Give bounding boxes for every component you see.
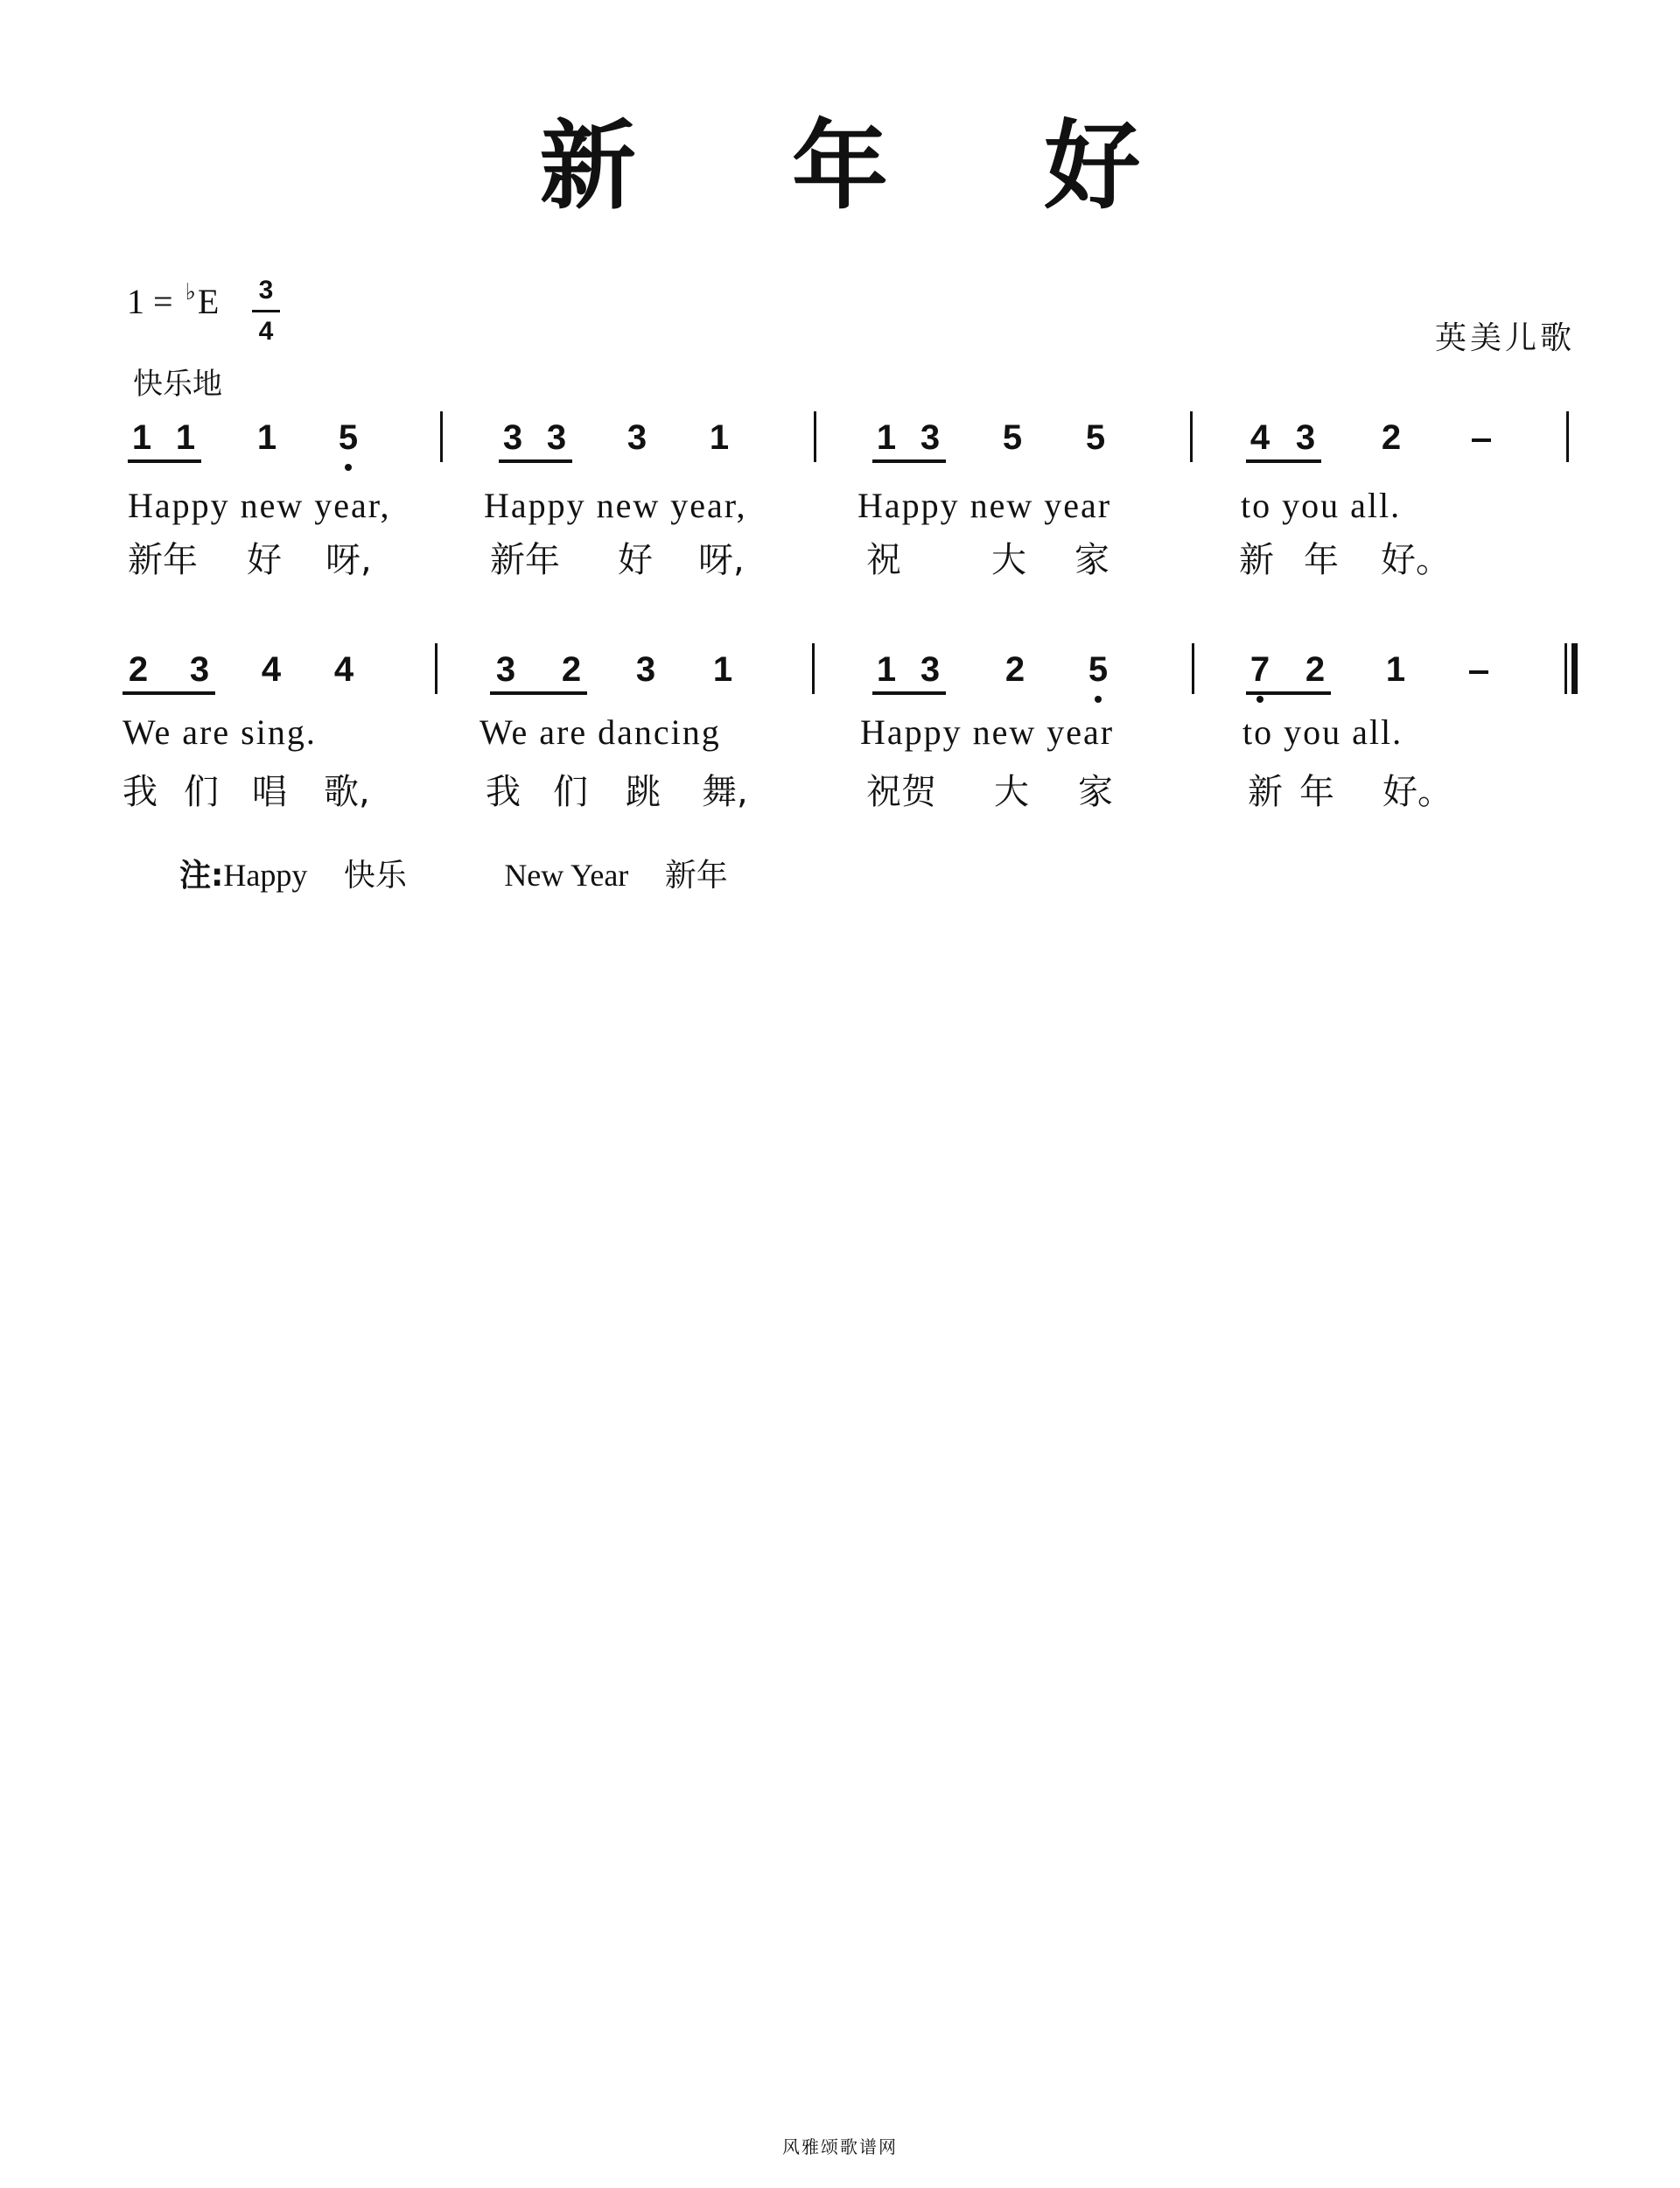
low-octave-dot (1095, 696, 1102, 703)
low-octave-dot (1256, 696, 1264, 703)
beam (1246, 459, 1321, 463)
note: 2 (561, 650, 582, 689)
lyric-chinese: 新年 (128, 540, 198, 580)
note: 5 (1002, 418, 1023, 457)
time-signature-line (252, 310, 280, 312)
note: 5 (1088, 650, 1109, 689)
annotation-label: 注: (179, 858, 224, 894)
note: 4 (333, 650, 354, 689)
lyric-chinese: 好 (247, 540, 282, 580)
lyric-chinese: 我 (122, 772, 158, 812)
lyric-chinese: 好 (618, 540, 653, 580)
hold-dash (1469, 670, 1488, 674)
note: 3 (920, 650, 941, 689)
note: 2 (1004, 650, 1026, 689)
key-note: E (197, 282, 220, 321)
lyric-chinese: 好。 (1382, 772, 1452, 812)
note: 4 (1250, 418, 1270, 457)
time-signature (247, 273, 285, 349)
time-signature-top: 3 (258, 276, 274, 305)
note: 4 (261, 650, 282, 689)
lyric-chinese: 新 (1248, 772, 1283, 812)
lyric-chinese: 祝贺 (866, 772, 936, 812)
lyric-chinese: 舞, (702, 772, 748, 812)
beam (1246, 691, 1331, 695)
note: 1 (876, 650, 897, 689)
lyric-chinese: 歌, (324, 772, 370, 812)
lyric-english: to you all. (1242, 712, 1404, 752)
note: 1 (175, 418, 196, 457)
note: 1 (709, 418, 730, 457)
lyric-chinese: 们 (184, 772, 219, 812)
lyric-chinese: 家 (1078, 772, 1113, 812)
beam (128, 459, 201, 463)
note: 2 (128, 650, 149, 689)
page-title: 新 年 好 (539, 110, 1202, 222)
note: 5 (1085, 418, 1106, 457)
barline (1190, 411, 1193, 462)
flat-sign: ♭ (185, 279, 196, 305)
note: 5 (338, 418, 359, 457)
lyric-chinese: 唱 (252, 772, 287, 812)
note: 3 (626, 418, 648, 457)
beam (499, 459, 572, 463)
lyric-english: We are dancing (480, 712, 721, 752)
lyric-chinese: 新年 (490, 540, 560, 580)
note: 1 (1385, 650, 1406, 689)
lyric-chinese: 大 (991, 540, 1026, 580)
note: 1 (256, 418, 277, 457)
lyric-english: Happy new year (858, 486, 1112, 525)
note: 1 (131, 418, 152, 457)
final-barline-thin (1564, 643, 1567, 694)
note: 1 (712, 650, 733, 689)
lyric-chinese: 家 (1074, 540, 1110, 580)
beam (872, 691, 946, 695)
barline (814, 411, 816, 462)
final-barline-thick (1572, 643, 1578, 694)
note: 3 (502, 418, 523, 457)
annotation-meaning-1: 快乐 (343, 858, 407, 894)
lyric-chinese: 好。 (1381, 540, 1451, 580)
note: 7 (1250, 650, 1270, 689)
beam (122, 691, 215, 695)
low-octave-dot (345, 464, 352, 471)
barline (435, 643, 438, 694)
barline (440, 411, 443, 462)
footer-watermark: 风雅颂歌谱网 (782, 2136, 898, 2157)
lyric-chinese: 跳 (626, 772, 661, 812)
annotation-meaning-2: 新年 (664, 858, 728, 894)
lyric-chinese: 呀, (698, 540, 745, 580)
note: 3 (920, 418, 941, 457)
beam (490, 691, 587, 695)
note: 3 (635, 650, 656, 689)
lyric-english: Happy new year, (128, 486, 391, 525)
lyric-chinese: 年 (1299, 772, 1334, 812)
tempo-marking: 快乐地 (133, 367, 222, 402)
annotation (179, 853, 728, 898)
lyric-chinese: 们 (553, 772, 588, 812)
beam (872, 459, 946, 463)
composer: 英美儿歌 (1435, 320, 1576, 356)
note: 1 (876, 418, 897, 457)
note: 3 (189, 650, 210, 689)
barline (1566, 411, 1569, 462)
barline (812, 643, 815, 694)
lyric-english: Happy new year (860, 712, 1115, 752)
hold-dash (1472, 438, 1491, 442)
note: 2 (1305, 650, 1326, 689)
lyric-chinese: 大 (994, 772, 1029, 812)
note: 2 (1381, 418, 1402, 457)
lyric-english: Happy new year, (484, 486, 747, 525)
note: 3 (546, 418, 567, 457)
barline (1192, 643, 1194, 694)
time-signature-bottom: 4 (258, 317, 274, 346)
lyric-chinese: 祝 (866, 540, 901, 580)
lyric-chinese: 呀, (326, 540, 372, 580)
annotation-word-1: Happy (223, 858, 308, 893)
lyric-chinese: 新 (1239, 540, 1274, 580)
note: 3 (1295, 418, 1316, 457)
annotation-word-2: New Year (504, 858, 629, 893)
lyric-chinese: 我 (486, 772, 521, 812)
note: 3 (495, 650, 516, 689)
key-signature (127, 276, 219, 333)
lyric-english: to you all. (1241, 486, 1402, 525)
lyric-english: We are sing. (122, 712, 317, 752)
lyric-chinese: 年 (1304, 540, 1339, 580)
key-prefix: 1 = (127, 282, 173, 321)
